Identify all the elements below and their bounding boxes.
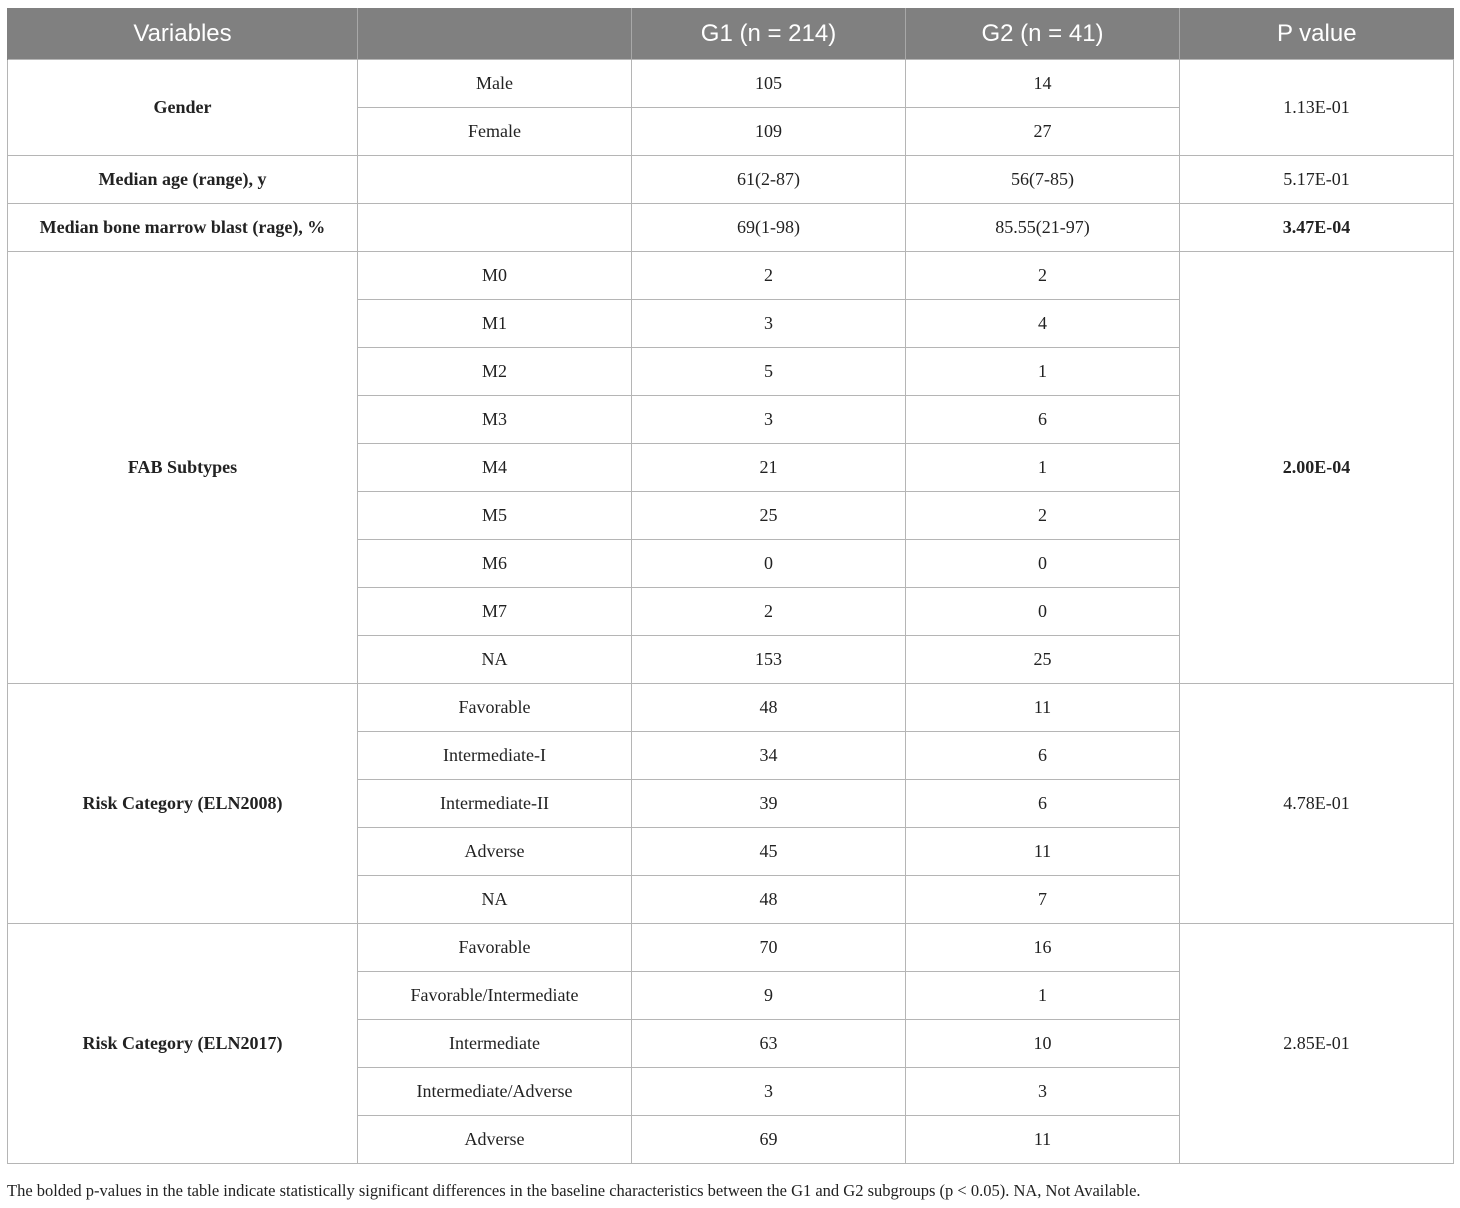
g2-value-cell: 11 [906, 1116, 1180, 1164]
subcategory-cell: M1 [358, 300, 632, 348]
subcategory-cell: M0 [358, 252, 632, 300]
baseline-table-container [7, 8, 1453, 1164]
g1-value-cell: 48 [632, 684, 906, 732]
subcategory-cell: Favorable/Intermediate [358, 972, 632, 1020]
g2-value-cell: 11 [906, 684, 1180, 732]
subcategory-cell: Intermediate [358, 1020, 632, 1068]
variable-label: Gender [8, 60, 358, 156]
g2-value-cell: 27 [906, 108, 1180, 156]
subcategory-cell: M2 [358, 348, 632, 396]
header-variables: Variables [8, 8, 358, 60]
table-header-row [8, 8, 1454, 60]
g1-value-cell: 61(2-87) [632, 156, 906, 204]
g1-value-cell: 69(1-98) [632, 204, 906, 252]
table-row [8, 684, 1454, 732]
subcategory-cell: Female [358, 108, 632, 156]
table-body [8, 60, 1454, 1164]
subcategory-cell: Intermediate-I [358, 732, 632, 780]
p-value-cell: 2.00E-04 [1180, 252, 1454, 684]
g1-value-cell: 63 [632, 1020, 906, 1068]
g2-value-cell: 0 [906, 540, 1180, 588]
variable-label: Median age (range), y [8, 156, 358, 204]
table-row [8, 60, 1454, 108]
subcategory-cell: M7 [358, 588, 632, 636]
g2-value-cell: 11 [906, 828, 1180, 876]
table-row [8, 252, 1454, 300]
p-value-cell: 5.17E-01 [1180, 156, 1454, 204]
subcategory-cell: Favorable [358, 924, 632, 972]
subcategory-cell: M3 [358, 396, 632, 444]
subcategory-cell: M6 [358, 540, 632, 588]
p-value-cell: 1.13E-01 [1180, 60, 1454, 156]
g1-value-cell: 45 [632, 828, 906, 876]
variable-label: Risk Category (ELN2017) [8, 924, 358, 1164]
g1-value-cell: 5 [632, 348, 906, 396]
g2-value-cell: 2 [906, 492, 1180, 540]
g1-value-cell: 0 [632, 540, 906, 588]
g2-value-cell: 25 [906, 636, 1180, 684]
header-subvariable [358, 8, 632, 60]
g2-value-cell: 14 [906, 60, 1180, 108]
g2-value-cell: 16 [906, 924, 1180, 972]
subcategory-cell: Intermediate/Adverse [358, 1068, 632, 1116]
subcategory-cell [358, 156, 632, 204]
g1-value-cell: 21 [632, 444, 906, 492]
variable-label: Median bone marrow blast (rage), % [8, 204, 358, 252]
g1-value-cell: 34 [632, 732, 906, 780]
subcategory-cell: NA [358, 636, 632, 684]
g1-value-cell: 105 [632, 60, 906, 108]
g2-value-cell: 1 [906, 972, 1180, 1020]
header-g2: G2 (n = 41) [906, 8, 1180, 60]
g1-value-cell: 109 [632, 108, 906, 156]
g1-value-cell: 153 [632, 636, 906, 684]
table-footnote: The bolded p-values in the table indicate statistically significant differences in the baseline characteristics between the G1 and G2 subgroups (p < 0.05). NA, Not Available. [7, 1181, 1141, 1200]
g1-value-cell: 3 [632, 1068, 906, 1116]
subcategory-cell [358, 204, 632, 252]
g1-value-cell: 9 [632, 972, 906, 1020]
g2-value-cell: 7 [906, 876, 1180, 924]
g2-value-cell: 1 [906, 348, 1180, 396]
g2-value-cell: 6 [906, 732, 1180, 780]
subcategory-cell: M5 [358, 492, 632, 540]
subcategory-cell: M4 [358, 444, 632, 492]
subcategory-cell: Favorable [358, 684, 632, 732]
p-value-cell: 2.85E-01 [1180, 924, 1454, 1164]
g1-value-cell: 70 [632, 924, 906, 972]
g2-value-cell: 4 [906, 300, 1180, 348]
g1-value-cell: 3 [632, 300, 906, 348]
g1-value-cell: 2 [632, 588, 906, 636]
g1-value-cell: 25 [632, 492, 906, 540]
g1-value-cell: 69 [632, 1116, 906, 1164]
g2-value-cell: 1 [906, 444, 1180, 492]
g1-value-cell: 3 [632, 396, 906, 444]
subcategory-cell: NA [358, 876, 632, 924]
subcategory-cell: Adverse [358, 1116, 632, 1164]
g1-value-cell: 39 [632, 780, 906, 828]
variable-label: Risk Category (ELN2008) [8, 684, 358, 924]
g2-value-cell: 6 [906, 396, 1180, 444]
header-g1: G1 (n = 214) [632, 8, 906, 60]
g2-value-cell: 2 [906, 252, 1180, 300]
table-row [8, 156, 1454, 204]
g1-value-cell: 48 [632, 876, 906, 924]
g2-value-cell: 3 [906, 1068, 1180, 1116]
table-row [8, 924, 1454, 972]
g1-value-cell: 2 [632, 252, 906, 300]
subcategory-cell: Male [358, 60, 632, 108]
header-p-value: P value [1180, 8, 1454, 60]
variable-label: FAB Subtypes [8, 252, 358, 684]
g2-value-cell: 56(7-85) [906, 156, 1180, 204]
baseline-characteristics-table [7, 8, 1454, 1164]
g2-value-cell: 10 [906, 1020, 1180, 1068]
g2-value-cell: 85.55(21-97) [906, 204, 1180, 252]
g2-value-cell: 6 [906, 780, 1180, 828]
g2-value-cell: 0 [906, 588, 1180, 636]
table-row [8, 204, 1454, 252]
subcategory-cell: Intermediate-II [358, 780, 632, 828]
subcategory-cell: Adverse [358, 828, 632, 876]
p-value-cell: 4.78E-01 [1180, 684, 1454, 924]
p-value-cell: 3.47E-04 [1180, 204, 1454, 252]
